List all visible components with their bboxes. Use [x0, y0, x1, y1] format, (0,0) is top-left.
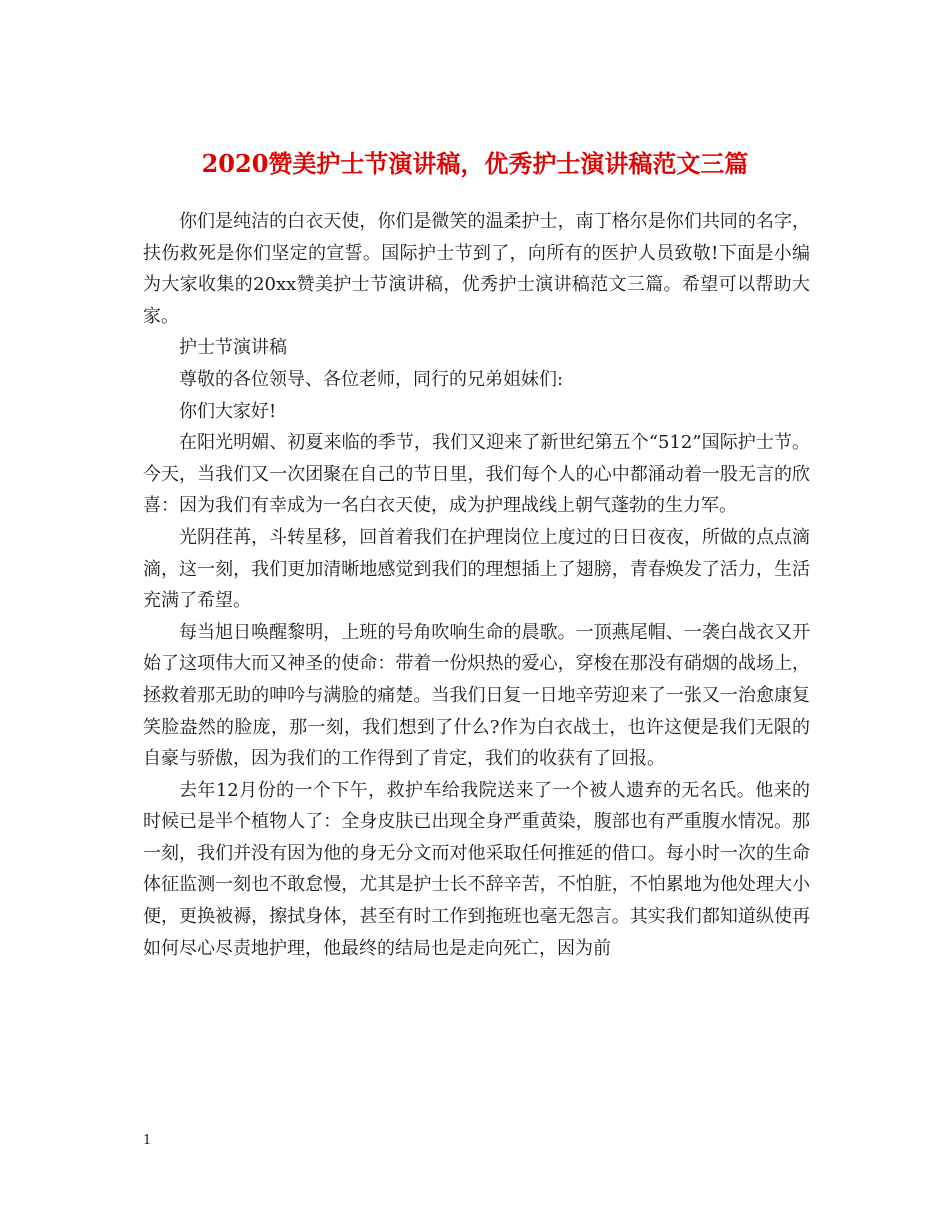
paragraph-body-1: 在阳光明媚、初夏来临的季节，我们又迎来了新世纪第五个“512”国际护士节。今天，当我们又一次团聚在自己的节日里，我们每个人的心中都涌动着一股无言的欣喜：因为我们有幸成为一名白衣天使，成为护理战线上朝气蓬勃的生力军。 [143, 432, 810, 517]
document-body [143, 206, 810, 964]
paragraph-body-4: 去年12月份的一个下午，救护车给我院送来了一个被人遗弃的无名氏。他来的时候已是半个植物人了：全身皮肤已出现全身严重黄染，腹部也有严重腹水情况。那一刻，我们并没有因为他的身无分文而对他采取任何推延的借口。每小时一次的生命体征监测一刻也不敢怠慢，尤其是护士长不辞辛苦，不怕脏，不怕累地为他处理大小便，更换被褥，擦拭身体，甚至有时工作到拖班也毫无怨言。其实我们都知道纵使再如何尽心尽责地护理，他最终的结局也是走向死亡，因为前 [143, 779, 810, 959]
paragraph-greeting: 你们大家好! [179, 400, 277, 422]
document-title: 2020赞美护士节演讲稿，优秀护士演讲稿范文三篇 [201, 149, 749, 179]
paragraph-salutation: 尊敬的各位领导、各位老师，同行的兄弟姐妹们: [179, 368, 564, 390]
paragraph-intro: 你们是纯洁的白衣天使，你们是微笑的温柔护士，南丁格尔是你们共同的名字，扶伤救死是你们坚定的宣誓。国际护士节到了，向所有的医护人员致敬!下面是小编为大家收集的20xx赞美护士节演讲稿，优秀护士演讲稿范文三篇。希望可以帮助大家。 [143, 211, 810, 327]
paragraph-section-heading: 护士节演讲稿 [179, 337, 287, 359]
page-number: 1 [143, 1133, 152, 1148]
paragraph-body-3: 每当旭日唤醒黎明，上班的号角吹响生命的晨歌。一顶燕尾帽、一袭白战衣又开始了这项伟大而又神圣的使命：带着一份炽热的爱心，穿梭在那没有硝烟的战场上，拯救着那无助的呻吟与满脸的痛楚。当我们日复一日地辛劳迎来了一张又一治愈康复笑脸盎然的脸庞，那一刻，我们想到了什么?作为白衣战士，也许这便是我们无限的自豪与骄傲，因为我们的工作得到了肯定，我们的收获有了回报。 [143, 621, 810, 770]
paragraph-body-2: 光阴荏苒，斗转星移，回首着我们在护理岗位上度过的日日夜夜，所做的点点滴滴，这一刻，我们更加清晰地感觉到我们的理想插上了翅膀，青春焕发了活力，生活充满了希望。 [143, 526, 810, 612]
